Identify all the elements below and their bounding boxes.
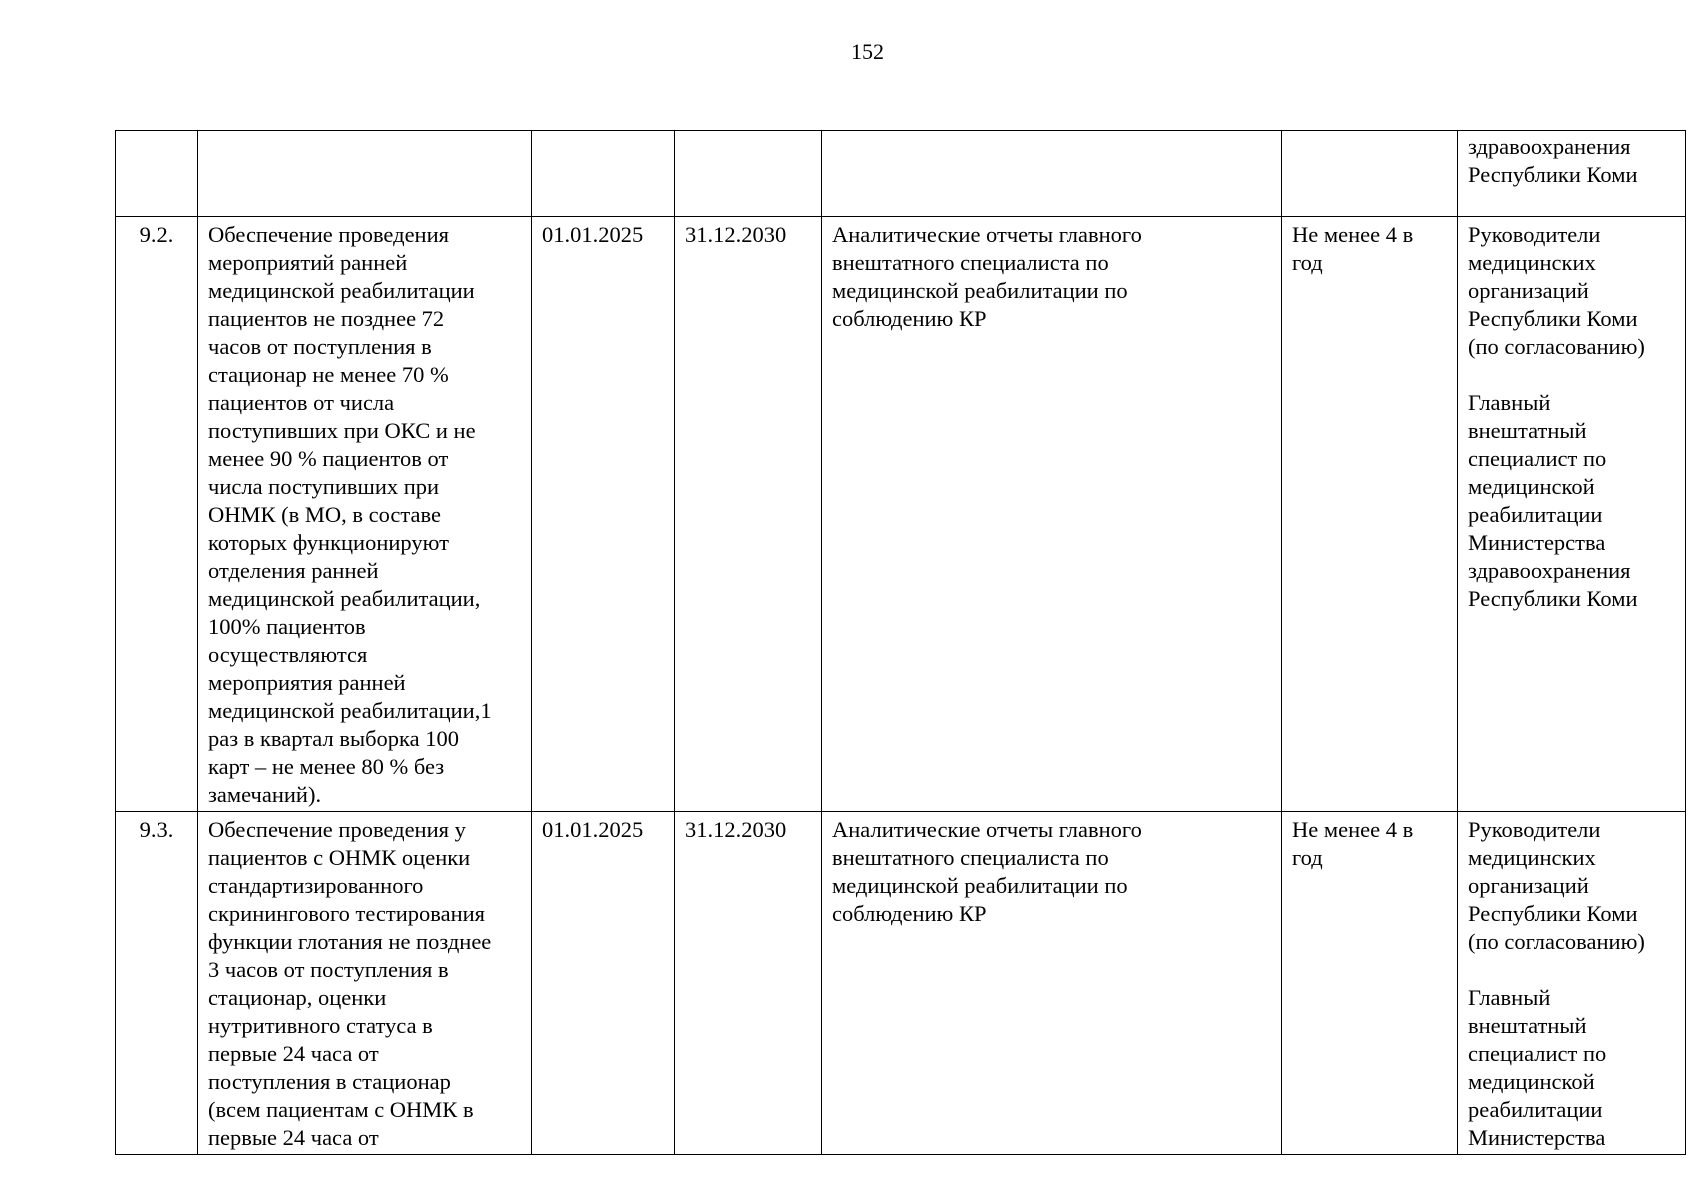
cell-frequency xyxy=(1282,812,1458,1155)
cell-end-date xyxy=(675,131,822,217)
frequency-line: Не менее 4 в xyxy=(1292,817,1414,842)
activity-line: медицинской реабилитации xyxy=(208,278,475,303)
activity-line: первые 24 часа от xyxy=(208,1041,379,1066)
activity-line: 100% пациентов xyxy=(208,614,366,639)
result-line: соблюдению КР xyxy=(832,901,987,926)
activity-line: стационар, оценки xyxy=(208,985,387,1010)
result-line: медицинской реабилитации по xyxy=(832,278,1128,303)
activity-line: (всем пациентам с ОНМК в xyxy=(208,1097,474,1122)
activity-line: менее 90 % пациентов от xyxy=(208,446,449,471)
responsible-line: (по согласованию) xyxy=(1468,929,1645,954)
result-line: Аналитические отчеты главного xyxy=(832,817,1142,842)
paragraph-gap xyxy=(1468,956,1675,984)
activity-line: замечаний). xyxy=(208,782,322,807)
cell-start-date: 01.01.2025 xyxy=(532,217,675,812)
activity-line: часов от поступления в xyxy=(208,334,432,359)
activity-line: пациентов не позднее 72 xyxy=(208,306,445,331)
activity-line: числа поступивших при xyxy=(208,474,440,499)
activity-line: которых функционируют xyxy=(208,530,449,555)
activity-line: поступления в стационар xyxy=(208,1069,451,1094)
cell-result xyxy=(822,812,1282,1155)
responsible-line: медицинской xyxy=(1468,1069,1595,1094)
activity-line: карт – не менее 80 % без xyxy=(208,754,445,779)
cell-result xyxy=(822,217,1282,812)
responsible-line: Руководители xyxy=(1468,222,1601,247)
activity-line: отделения ранней xyxy=(208,558,379,583)
responsible-line: Министерства xyxy=(1468,1125,1606,1150)
responsible-line: внештатный xyxy=(1468,418,1587,443)
responsible-line: медицинской xyxy=(1468,474,1595,499)
cell-result xyxy=(822,131,1282,217)
responsible-line: специалист по xyxy=(1468,1041,1607,1066)
responsible-line: реабилитации xyxy=(1468,1097,1603,1122)
responsible-line: (по согласованию) xyxy=(1468,334,1645,359)
paragraph-gap xyxy=(1468,361,1675,389)
cell-start-date xyxy=(532,131,675,217)
cell-activity xyxy=(198,131,532,217)
responsible-line: Министерства xyxy=(1468,530,1606,555)
activity-line: мероприятия ранней xyxy=(208,670,406,695)
cell-end-date: 31.12.2030 xyxy=(675,217,822,812)
frequency-line: год xyxy=(1292,250,1323,275)
table-row-9-2 xyxy=(116,217,1686,812)
activity-table xyxy=(115,130,1686,1155)
responsible-line: Республики Коми xyxy=(1468,901,1638,926)
responsible-line: Республики Коми xyxy=(1468,162,1638,187)
cell-number: 9.3. xyxy=(116,812,198,1155)
result-line: медицинской реабилитации по xyxy=(832,873,1128,898)
page-number: 152 xyxy=(851,39,884,64)
frequency-line: год xyxy=(1292,845,1323,870)
responsible-line: Главный xyxy=(1468,985,1551,1010)
cell-activity xyxy=(198,217,532,812)
responsible-line: Республики Коми xyxy=(1468,306,1638,331)
activity-line: ОНМК (в МО, в составе xyxy=(208,502,441,527)
responsible-line: здравоохранения xyxy=(1468,558,1631,583)
responsible-line: организаций xyxy=(1468,873,1589,898)
activity-line: нутритивного статуса в xyxy=(208,1013,433,1038)
activity-line: пациентов от числа xyxy=(208,390,395,415)
activity-line: стандартизированного xyxy=(208,873,424,898)
cell-responsible xyxy=(1458,217,1686,812)
cell-frequency xyxy=(1282,217,1458,812)
cell-number xyxy=(116,131,198,217)
activity-line: Обеспечение проведения xyxy=(208,222,449,247)
activity-line: медицинской реабилитации, xyxy=(208,586,481,611)
responsible-line: Республики Коми xyxy=(1468,586,1638,611)
responsible-line: Главный xyxy=(1468,390,1551,415)
result-line: внештатного специалиста по xyxy=(832,845,1109,870)
activity-line: пациентов с ОНМК оценки xyxy=(208,845,471,870)
result-line: внештатного специалиста по xyxy=(832,250,1109,275)
activity-line: поступивших при ОКС и не xyxy=(208,418,476,443)
responsible-line: внештатный xyxy=(1468,1013,1587,1038)
cell-activity xyxy=(198,812,532,1155)
responsible-line: организаций xyxy=(1468,278,1589,303)
activity-line: стационар не менее 70 % xyxy=(208,362,449,387)
cell-number: 9.2. xyxy=(116,217,198,812)
responsible-line: медицинских xyxy=(1468,250,1596,275)
activity-line: мероприятий ранней xyxy=(208,250,408,275)
responsible-line: Руководители xyxy=(1468,817,1601,842)
cell-responsible xyxy=(1458,812,1686,1155)
responsible-line: здравоохранения xyxy=(1468,134,1631,159)
responsible-line: реабилитации xyxy=(1468,502,1603,527)
result-line: соблюдению КР xyxy=(832,306,987,331)
activity-line: медицинской реабилитации,1 xyxy=(208,698,492,723)
activity-line: скринингового тестирования xyxy=(208,901,485,926)
table-row-9-3 xyxy=(116,812,1686,1155)
responsible-line: специалист по xyxy=(1468,446,1607,471)
activity-line: функции глотания не позднее xyxy=(208,929,492,954)
activity-line: 3 часов от поступления в xyxy=(208,957,449,982)
result-line: Аналитические отчеты главного xyxy=(832,222,1142,247)
cell-end-date: 31.12.2030 xyxy=(675,812,822,1155)
cell-start-date: 01.01.2025 xyxy=(532,812,675,1155)
cell-responsible xyxy=(1458,131,1686,217)
cell-frequency xyxy=(1282,131,1458,217)
frequency-line: Не менее 4 в xyxy=(1292,222,1414,247)
activity-line: осуществляются xyxy=(208,642,368,667)
activity-line: первые 24 часа от xyxy=(208,1125,379,1150)
table-row-continuation xyxy=(116,131,1686,217)
activity-line: Обеспечение проведения у xyxy=(208,817,466,842)
activity-line: раз в квартал выборка 100 xyxy=(208,726,459,751)
responsible-line: медицинских xyxy=(1468,845,1596,870)
